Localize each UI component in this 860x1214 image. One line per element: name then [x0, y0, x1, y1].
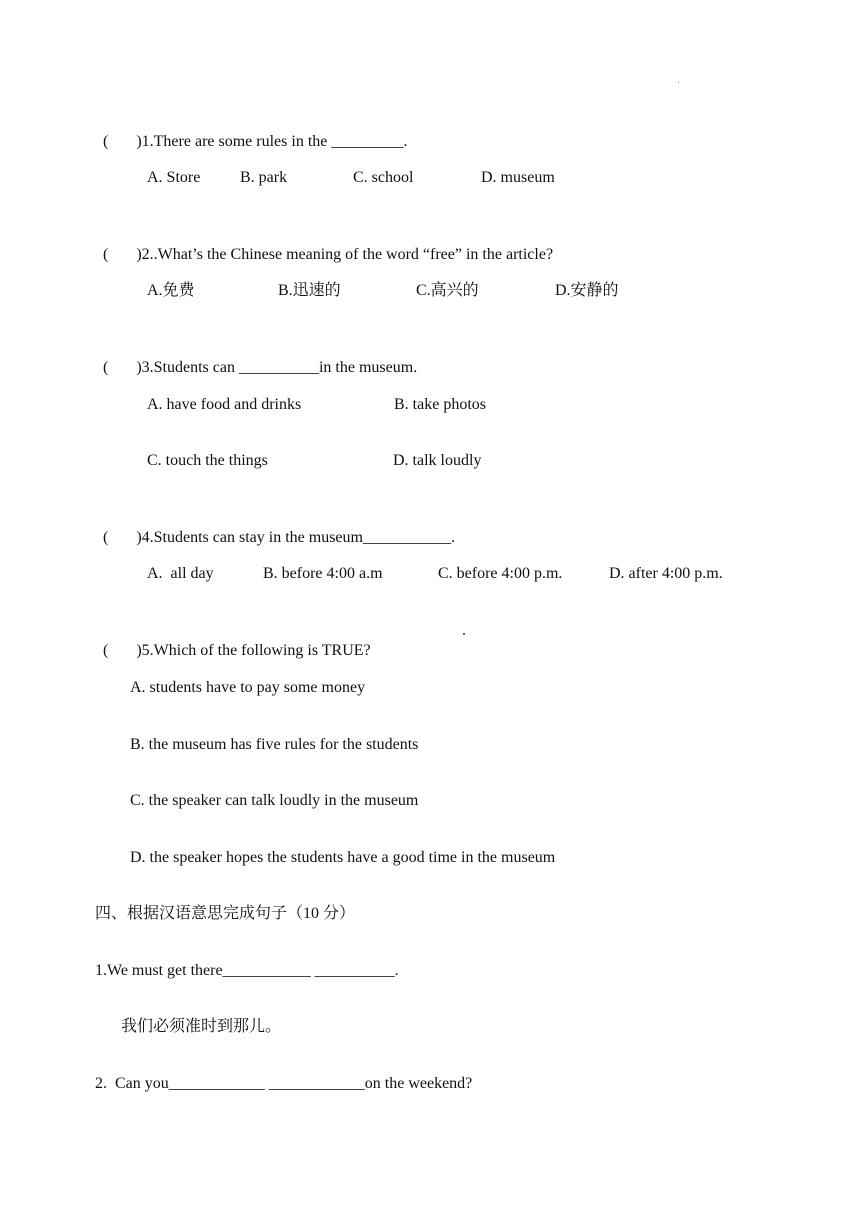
sentence-1-english[interactable]: 1.We must get there___________ __________. — [95, 962, 399, 979]
option-4d: D. after 4:00 p.m. — [609, 565, 723, 582]
section-heading: 四、根据汉语意思完成句子（10 分） — [95, 905, 356, 922]
question-stem: 3.Students can __________in the museum. — [141, 359, 418, 376]
option-2a: A.免费 — [147, 282, 195, 299]
answer-paren[interactable]: ( ) — [103, 133, 142, 150]
option-4c: C. before 4:00 p.m. — [438, 565, 563, 582]
answer-paren[interactable]: ( ) — [103, 642, 142, 659]
option-3a: A. have food and drinks — [147, 396, 302, 413]
option-1d: D. museum — [481, 169, 555, 186]
option-5d: D. the speaker hopes the students have a good time in the museum — [130, 849, 556, 866]
question-4 — [95, 508, 455, 548]
option-4a: A. all day — [147, 565, 214, 582]
sentence-1-chinese: 我们必须准时到那儿。 — [121, 1018, 282, 1035]
page-mark: ' — [678, 80, 680, 89]
option-4b: B. before 4:00 a.m — [263, 565, 383, 582]
option-5a: A. students have to pay some money — [130, 679, 366, 696]
option-3d: D. talk loudly — [393, 452, 482, 469]
answer-paren[interactable]: ( ) — [103, 529, 142, 546]
option-3b: B. take photos — [394, 396, 486, 413]
answer-paren[interactable]: ( ) — [103, 246, 142, 263]
question-stem: 2..What’s the Chinese meaning of the word “free” in the article? — [141, 246, 554, 263]
question-3 — [95, 338, 417, 378]
option-2b: B.迅速的 — [278, 282, 341, 299]
option-3c: C. touch the things — [147, 452, 268, 469]
answer-paren[interactable]: ( ) — [103, 359, 142, 376]
option-1b: B. park — [240, 169, 288, 186]
question-stem: 5.Which of the following is TRUE? — [141, 642, 371, 659]
option-2c: C.高兴的 — [416, 282, 479, 299]
sentence-2-english[interactable]: 2. Can you____________ ____________on the weekend? — [95, 1075, 473, 1092]
option-2d: D.安静的 — [555, 282, 619, 299]
question-5 — [95, 621, 371, 661]
question-2 — [95, 225, 553, 265]
question-stem: 4.Students can stay in the museum___________. — [141, 529, 455, 546]
question-1 — [95, 112, 407, 152]
option-1a: A. Store — [147, 169, 201, 186]
option-5c: C. the speaker can talk loudly in the museum — [130, 792, 419, 809]
option-5b: B. the museum has five rules for the students — [130, 736, 419, 753]
question-5-tail: . — [462, 622, 466, 639]
option-1c: C. school — [353, 169, 414, 186]
question-stem: 1.There are some rules in the _________. — [141, 133, 408, 150]
